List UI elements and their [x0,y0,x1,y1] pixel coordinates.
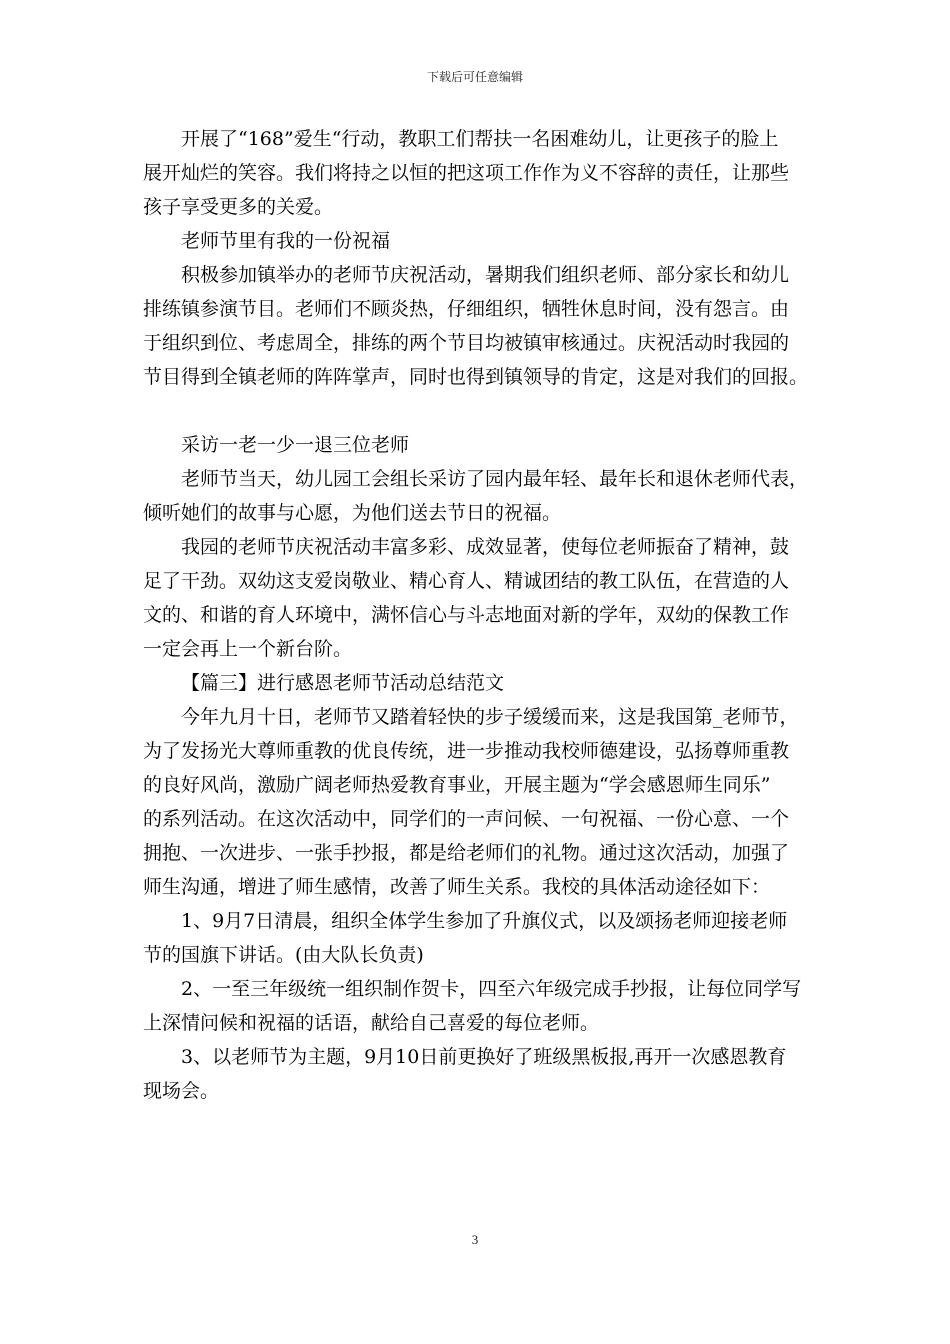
text-line: 节目得到全镇老师的阵阵掌声，同时也得到镇领导的肯定，这是对我们的回报。 [143,366,809,388]
text-line: 2、一至三年级统一组织制作贺卡，四至六年级完成手抄报，让每位同学写 [181,978,802,1000]
text-line: 为了发扬光大尊师重教的优良传统，进一步推动我校师德建设，弘扬尊师重教 [143,740,790,762]
text-line: 我园的老师节庆祝活动丰富多彩、成效显著，使每位老师振奋了精神，鼓 [181,536,790,558]
text-line: 拥抱、一次进步、一张手抄报，都是给老师们的礼物。通过这次活动，加强了 [143,842,790,864]
blank-line [143,394,821,428]
text-line: 1、9月7日清晨，组织全体学生参加了升旗仪式，以及颂扬老师迎接老师 [181,910,788,932]
text-line: 积极参加镇举办的老师节庆祝活动，暑期我们组织老师、部分家长和幼儿 [181,264,790,286]
text-line: 一定会再上一个新台阶。 [143,638,353,660]
text-line: 采访一老一少一退三位老师 [181,434,410,456]
text-line: 现场会。 [143,1080,220,1102]
page-header: 下载后可任意编辑 [426,70,523,84]
text-line: 的良好风尚，激励广阔老师热爱教育事业，开展主题为“学会感恩师生同乐” [143,774,771,796]
text-line: 师生沟通，增进了师生感情，改善了师生关系。我校的具体活动途径如下： [143,876,771,898]
text-line: 【篇三】进行感恩老师节活动总结范文 [181,672,505,694]
text-line: 展开灿烂的笑容。我们将持之以恒的把这项工作作为义不容辞的责任，让那些 [143,162,790,184]
text-line: 孩子享受更多的关爱。 [143,196,334,218]
text-line: 3、以老师节为主题，9月10日前更换好了班级黑板报,再开一次感恩教育 [181,1046,787,1068]
text-line: 文的、和谐的育人环境中，满怀信心与斗志地面对新的学年，双幼的保教工作 [143,604,790,626]
text-line: 节的国旗下讲话。(由大队长负责) [143,944,424,966]
text-line: 倾听她们的故事与心愿，为他们送去节日的祝福。 [143,502,562,524]
text-line: 于组织到位、考虑周全，排练的两个节目均被镇审核通过。庆祝活动时我园的 [143,332,790,354]
text-line: 今年九月十日，老师节又踏着轻快的步子缓缓而来，这是我国第_老师节， [181,706,799,728]
text-line: 开展了“168”爱生“行动，教职工们帮扶一名困难幼儿，让更孩子的脸上 [181,128,779,150]
text-line: 老师节里有我的一份祝福 [181,230,391,252]
text-line: 的系列活动。在这次活动中，同学们的一声问候、一句祝福、一份心意、一个 [143,808,790,830]
text-line: 上深情问候和祝福的话语，献给自己喜爱的每位老师。 [143,1012,600,1034]
text-line: 老师节当天，幼儿园工会组长采访了园内最年轻、最年长和退休老师代表， [181,468,809,490]
document-body [143,122,821,1108]
text-line: 足了干劲。双幼这支爱岗敬业、精心育人、精诚团结的教工队伍，在营造的人 [143,570,790,592]
page-number: 3 [471,1232,479,1247]
text-line: 排练镇参演节目。老师们不顾炎热，仔细组织，牺牲休息时间，没有怨言。由 [143,298,790,320]
